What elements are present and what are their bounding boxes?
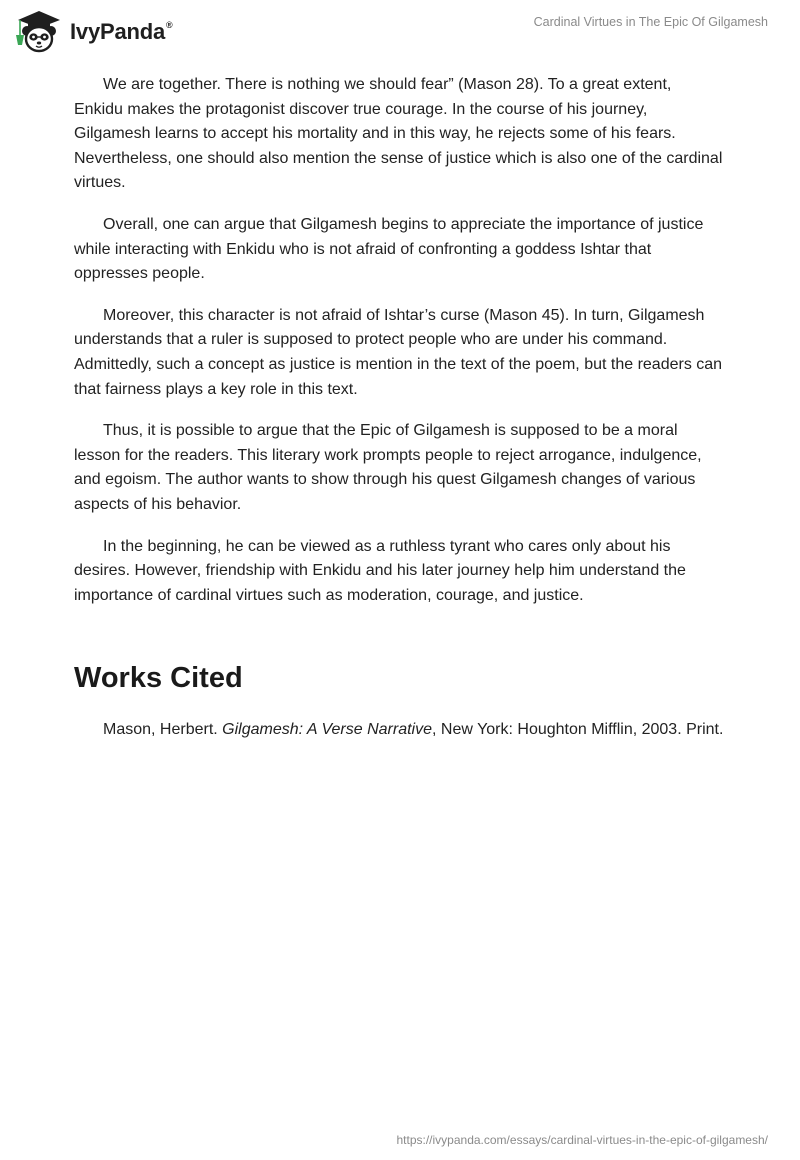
citation-author: Mason, Herbert. [103,721,223,739]
paragraph: We are together. There is nothing we should fear” (Mason 28). To a great extent, Enkidu makes the protagonist discover true courage. In the course of his journey, Gilgamesh learns to accept his mortality and in this way, he rejects some of his fears. Nevertheless, one should also mention the sense of justice which is also one of the cardinal virtues. [74,76,723,192]
source-url[interactable]: https://ivypanda.com/essays/cardinal-virtues-in-the-epic-of-gilgamesh/ [396,1133,768,1147]
brand-name: IvyPanda® [70,19,173,44]
page-header [0,0,800,70]
paragraph: In the beginning, he can be viewed as a ruthless tyrant who cares only about his desires. However, friendship with Enkidu and his later journey help him understand the importance of cardinal virtues such as moderation, courage, and justice. [74,537,686,604]
paragraph: Overall, one can argue that Gilgamesh begins to appreciate the importance of justice while interacting with Enkidu who is not afraid of confronting a goddess Ishtar that oppresses people. [74,215,704,283]
essay-body [74,73,724,743]
paragraph: Thus, it is possible to argue that the Epic of Gilgamesh is supposed to be a moral lesson for the readers. This literary work prompts people to reject arrogance, indulgence, and egoism. The author wants to show through his quest Gilgamesh changes of various aspects of his behavior. [74,422,702,513]
citation-title: Gilgamesh: A Verse Narrative [222,721,433,739]
citation-entry [74,718,724,743]
registered-mark: ® [166,19,173,30]
paragraph: Moreover, this character is not afraid of Ishtar’s curse (Mason 45). In turn, Gilgamesh understands that a ruler is supposed to protect people who are under his command. Admittedly, such a concept as justice is mention in the text of the poem, but the readers can that fairness plays a key role in this text. [74,306,723,398]
panda-graduate-icon [14,9,64,53]
citation-publication: , New York: Houghton Mifflin, 2003. Print. [432,721,724,739]
ivypanda-logo[interactable] [14,9,172,53]
running-title: Cardinal Virtues in The Epic Of Gilgamesh [533,15,768,29]
works-cited-heading: Works Cited [74,662,243,695]
